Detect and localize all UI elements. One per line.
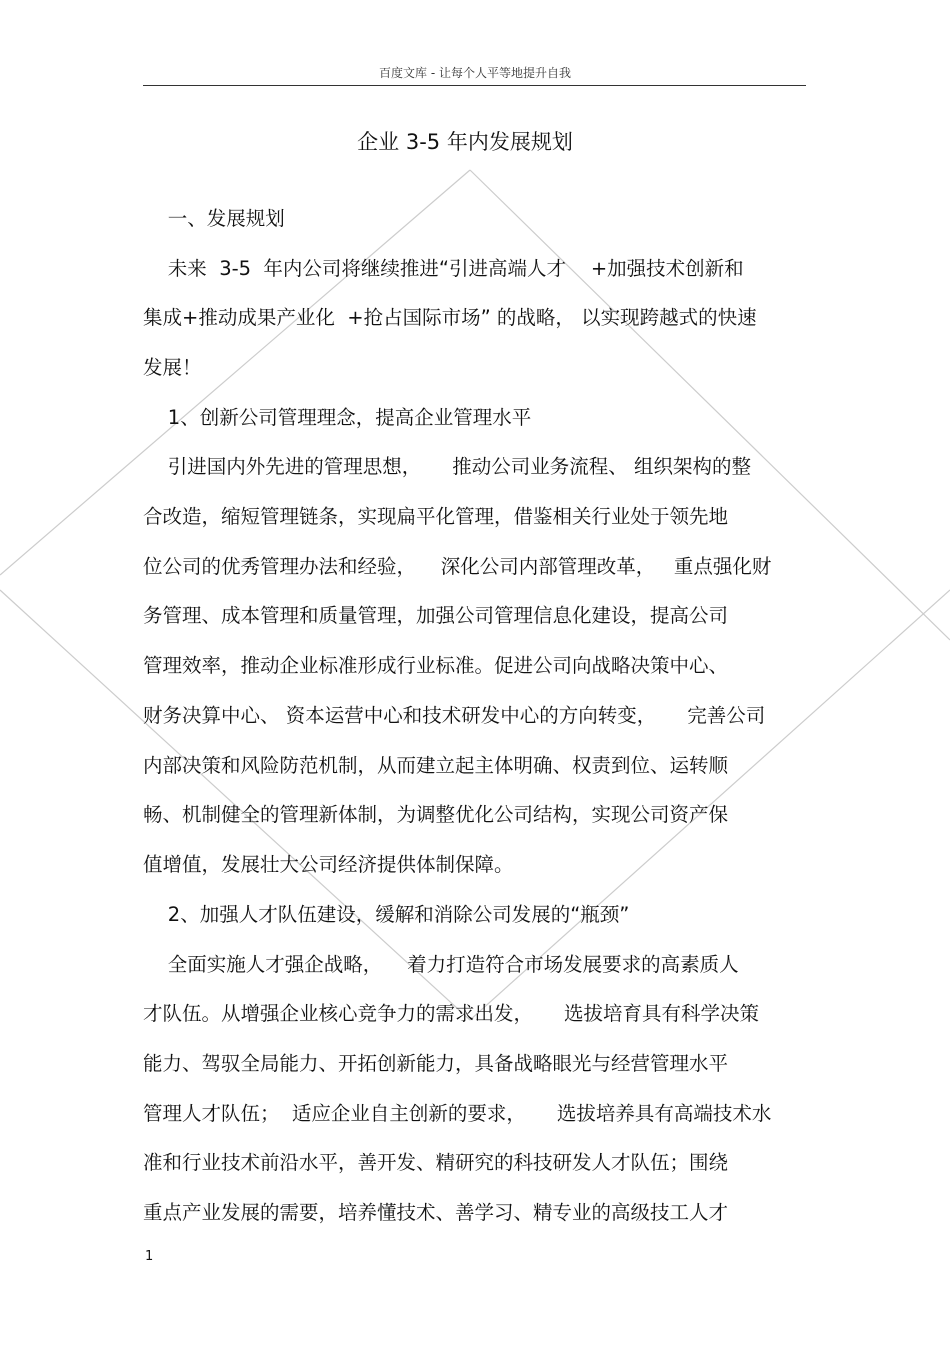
body-line: 财务决算中心、 资本运营中心和技术研发中心的方向转变， 完善公司 [143,704,766,727]
body-line: 值增值，发展壮大公司经济提供体制保障。 [143,853,514,876]
page-number: 1 [145,1249,154,1264]
body-line: 未来 3-5 年内公司将继续推进“引进高端人才 +加强技术创新和 [143,257,744,280]
body-line: 全面实施人才强企战略， 着力打造符合市场发展要求的高素质人 [143,953,739,976]
body-line: 发展！ [143,356,202,379]
header-divider [143,85,806,86]
body-line: 管理效率，推动企业标准形成行业标准。促进公司向战略决策中心、 [143,654,729,677]
body-line: 位公司的优秀管理办法和经验， 深化公司内部管理改革， 重点强化财 [143,555,772,578]
body-line: 合改造，缩短管理链条，实现扁平化管理，借鉴相关行业处于领先地 [143,505,729,528]
subsection-heading: 1、创新公司管理理念，提高企业管理水平 [143,406,532,429]
body-line: 能力、驾驭全局能力、开拓创新能力，具备战略眼光与经营管理水平 [143,1052,729,1075]
document-title: 企业 3-5 年内发展规划 [357,130,573,154]
body-line: 内部决策和风险防范机制，从而建立起主体明确、权责到位、运转顺 [143,754,729,777]
subsection-heading: 2、加强人才队伍建设，缓解和消除公司发展的“瓶颈” [143,903,630,926]
body-line: 畅、机制健全的管理新体制，为调整优化公司结构，实现公司资产保 [143,803,729,826]
body-line: 集成+推动成果产业化 +抢占国际市场” 的战略， 以实现跨越式的快速 [143,306,757,329]
body-line: 准和行业技术前沿水平，善开发、精研究的科技研发人才队伍；围绕 [143,1151,729,1174]
body-line: 引进国内外先进的管理思想， 推动公司业务流程、 组织架构的整 [143,455,751,478]
body-line: 务管理、成本管理和质量管理，加强公司管理信息化建设，提高公司 [143,604,729,627]
page-header: 百度文库 - 让每个人平等地提升自我 [379,66,571,80]
body-line: 才队伍。从增强企业核心竞争力的需求出发， 选拔培育具有科学决策 [143,1002,759,1025]
section-heading: 一、发展规划 [143,207,285,230]
body-line: 重点产业发展的需要，培养懂技术、善学习、精专业的高级技工人才 [143,1201,729,1224]
body-line: 管理人才队伍； 适应企业自主创新的要求， 选拔培养具有高端技术水 [143,1102,772,1125]
